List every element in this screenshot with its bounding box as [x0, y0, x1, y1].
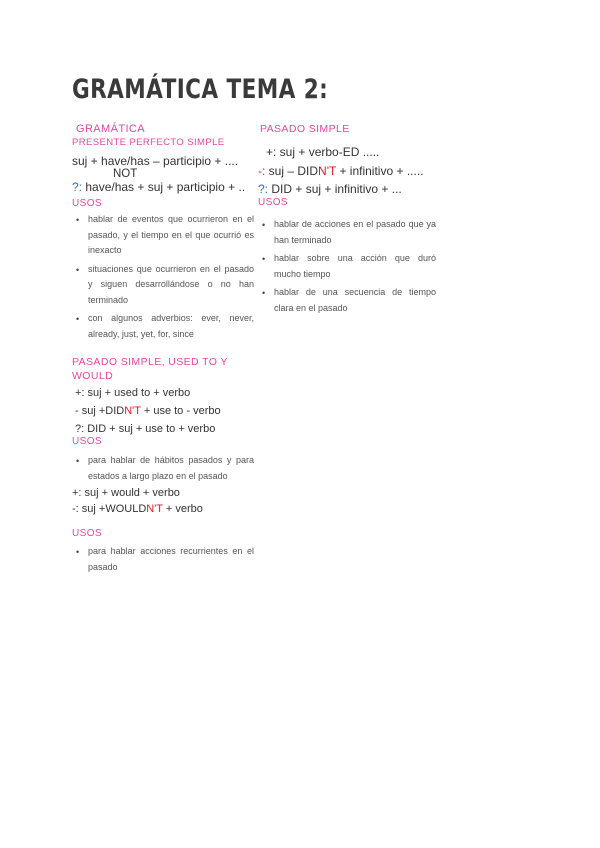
left-column — [72, 122, 254, 345]
uses-list — [72, 212, 254, 342]
negative-rest: + use to - verbo — [140, 405, 221, 417]
left-column-section2 — [72, 355, 254, 578]
question-text: have/has + suj + participio + .. — [82, 180, 246, 194]
negative-prefix: -: suj +WOULD — [72, 503, 147, 515]
section-heading-pasado-simple: PASADO SIMPLE — [260, 123, 350, 135]
formula-question — [258, 182, 436, 196]
uses-heading: USOS — [72, 198, 102, 209]
uses-heading: USOS — [72, 528, 102, 539]
list-item: • para hablar de hábitos pasados y para estados a largo plazo en el pasado — [72, 453, 254, 484]
uses-heading: USOS — [72, 436, 102, 447]
section-heading-gramatica: GRAMÁTICA — [76, 123, 145, 135]
list-item: • con algunos adverbios: ever, never, already, just, yet, for, since — [72, 311, 254, 342]
formula-negative — [258, 164, 436, 178]
not-label: NOT — [113, 168, 138, 180]
page-title: GRAMÁTICA TEMA 2: — [72, 74, 329, 105]
negative-sign: -: — [258, 164, 266, 178]
formula-used-to-negative — [75, 405, 254, 417]
negative-rest: + verbo — [162, 503, 203, 515]
formula-would-negative — [72, 503, 254, 515]
formula-question — [72, 180, 254, 194]
question-text: DID + suj + infinitivo + ... — [268, 182, 402, 196]
formula-used-to-question: ?: DID + suj + use to + verbo — [75, 423, 216, 435]
negative-prefix: - suj +DID — [75, 405, 125, 417]
section-subheading-present-perfect: PRESENTE PERFECTO SIMPLE — [72, 137, 225, 148]
list-item: • hablar de eventos que ocurrieron en el pasado, y el tiempo en el que ocurrió es inexacto — [72, 212, 254, 259]
list-item: • hablar sobre una acción que duró mucho tiempo — [258, 251, 436, 282]
list-item: • situaciones que ocurrieron en el pasado y siguen desarrollándose o no han terminado — [72, 262, 254, 309]
uses-list — [258, 217, 436, 316]
formula-affirmative: +: suj + verbo-ED ..... — [266, 145, 380, 159]
negative-suffix: N'T — [318, 164, 337, 178]
section-heading-pasado-used-would: PASADO SIMPLE, USED TO Y WOULD — [72, 356, 228, 382]
formula-would-affirmative: +: suj + would + verbo — [72, 487, 180, 499]
formula-used-to-affirmative: +: suj + used to + verbo — [75, 387, 191, 399]
negative-rest: + infinitivo + ..... — [336, 164, 424, 178]
negative-prefix: suj – DID — [265, 164, 319, 178]
uses-list — [72, 544, 254, 575]
right-column — [258, 122, 436, 319]
list-item: • para hablar acciones recurrientes en el pasado — [72, 544, 254, 575]
formula-affirmative: suj + have/has – participio + .... — [72, 154, 239, 168]
question-sign: ?: — [258, 182, 269, 196]
uses-list — [72, 453, 254, 484]
negative-suffix: N'T — [146, 503, 163, 515]
list-item: • hablar de una secuencia de tiempo clara en el pasado — [258, 285, 436, 316]
question-sign: ?: — [72, 180, 83, 194]
list-item: • hablar de acciones en el pasado que ya han terminado — [258, 217, 436, 248]
uses-heading: USOS — [258, 197, 288, 208]
negative-suffix: N'T — [124, 405, 141, 417]
